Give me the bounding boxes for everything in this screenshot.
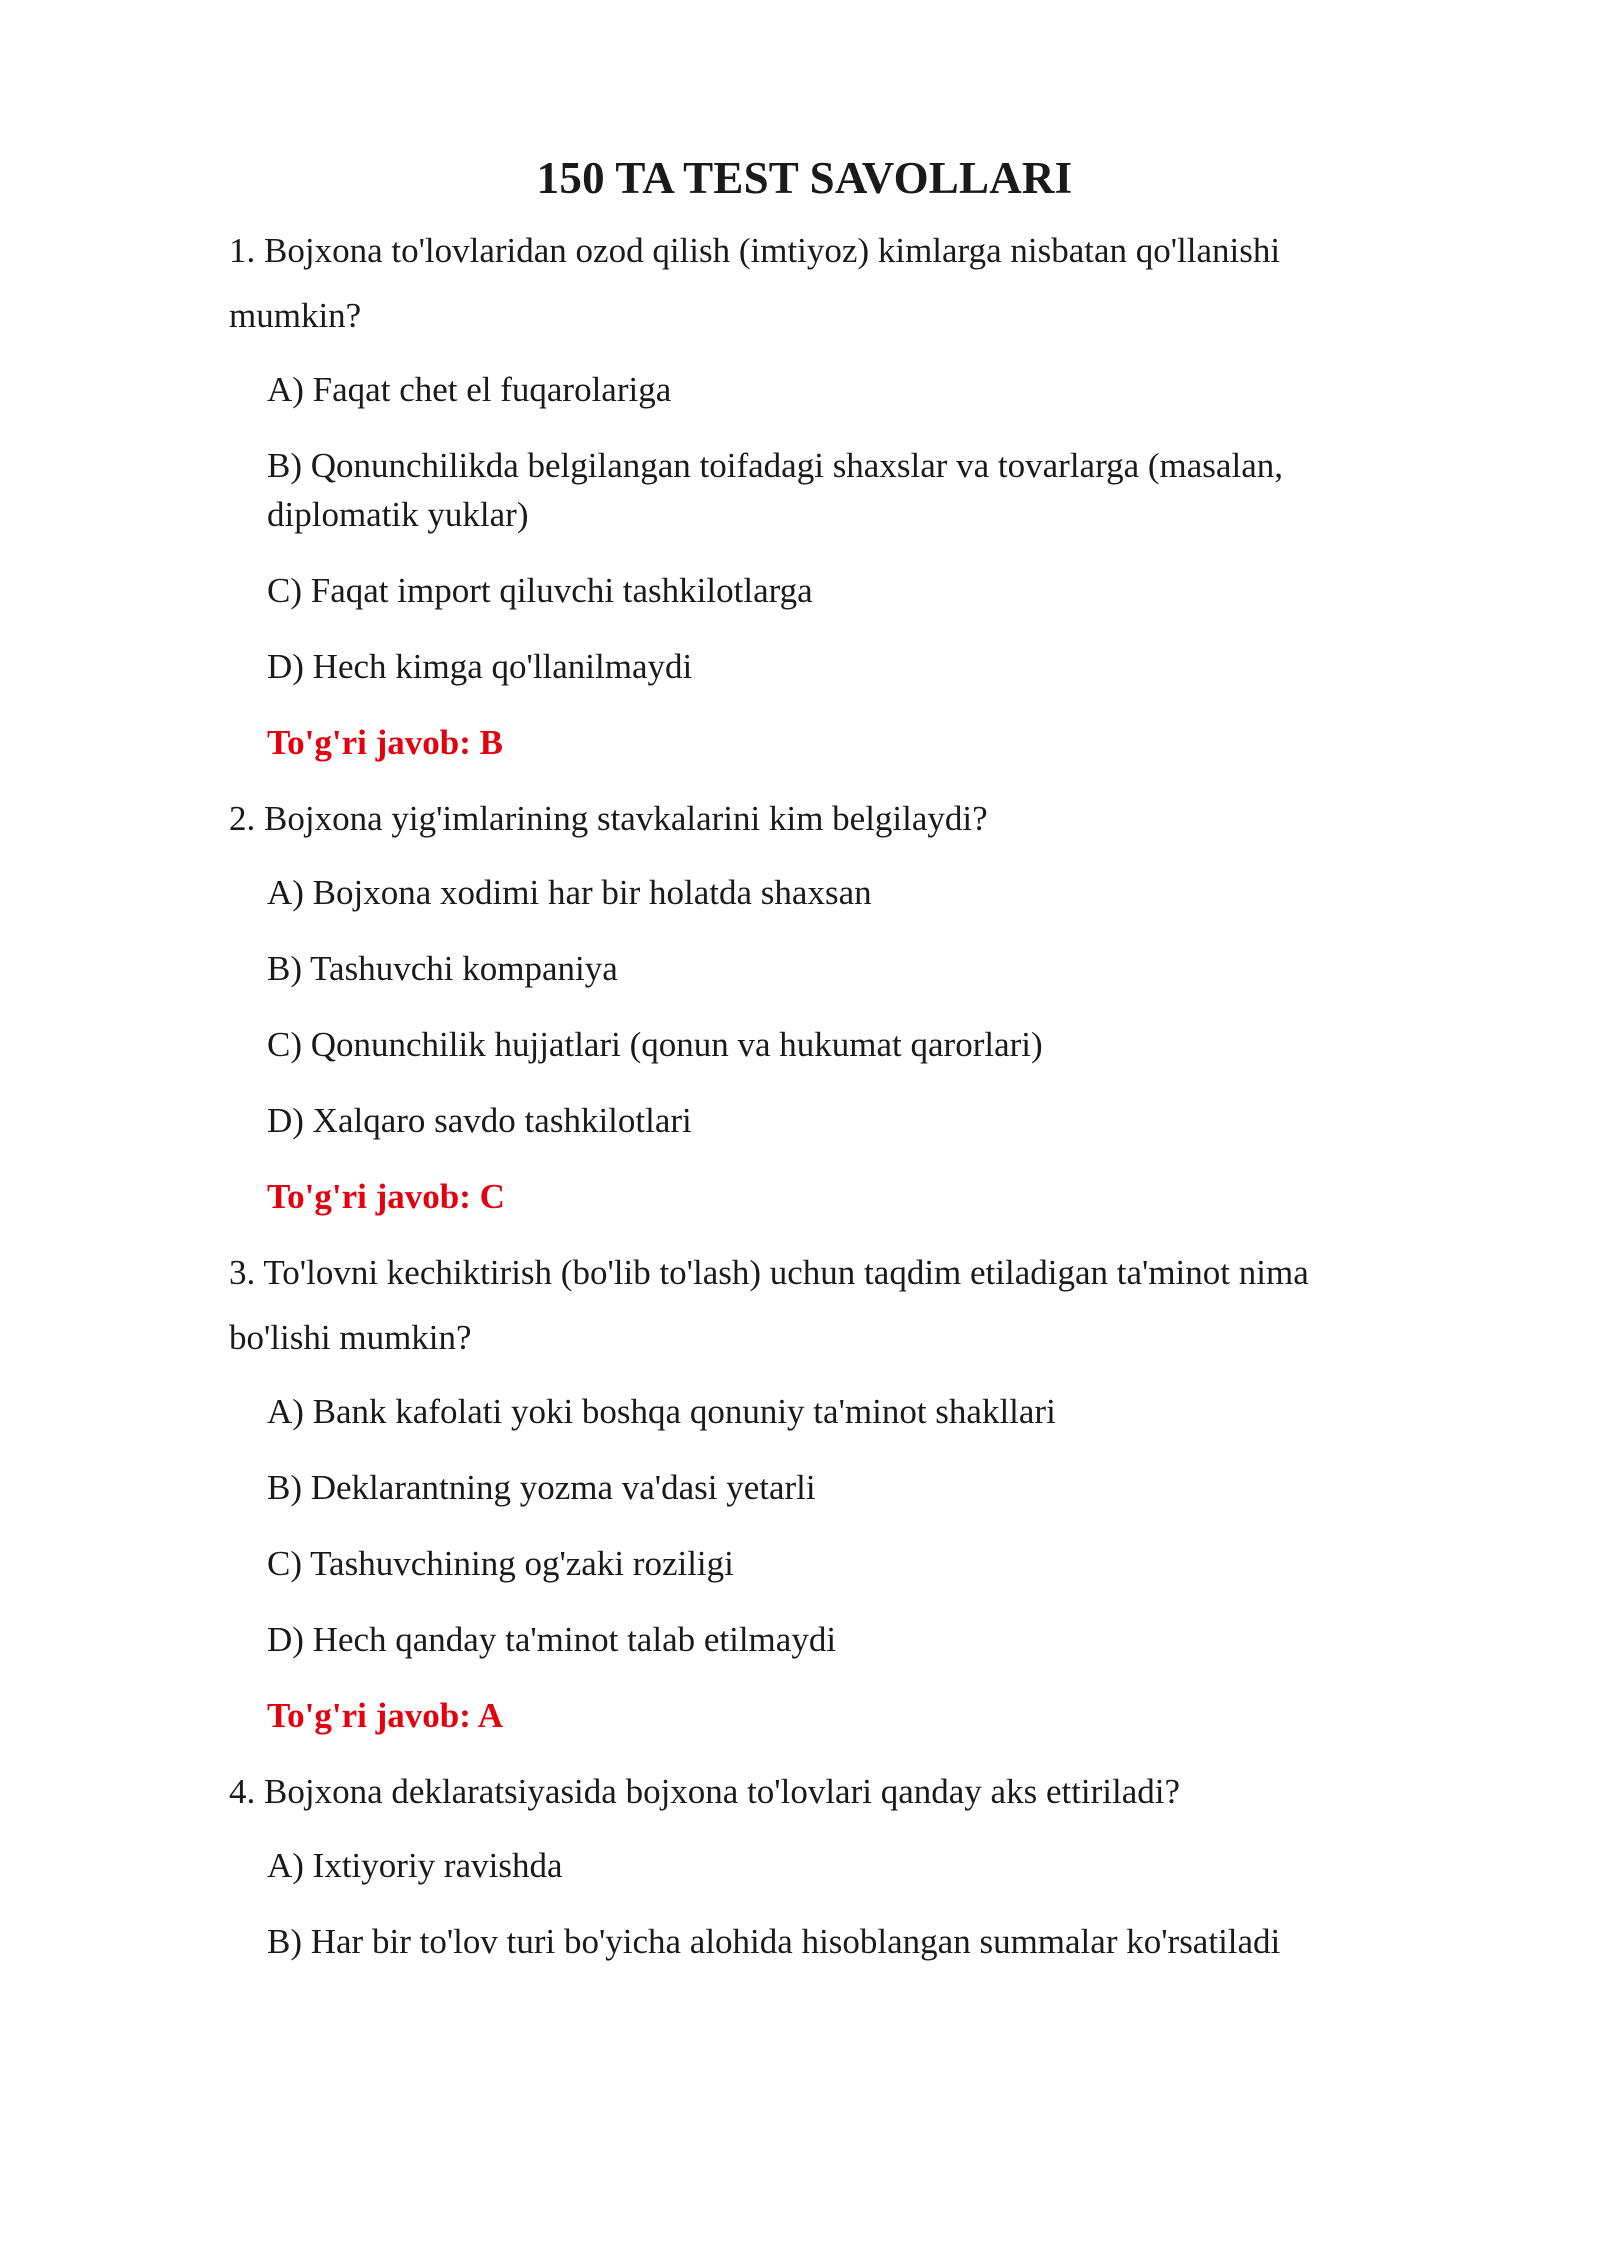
- correct-answer: [229, 718, 1380, 767]
- question-text: 1. Bojxona to'lovlaridan ozod qilish (imtiyoz) kimlarga nisbatan qo'llanishi mumkin?: [229, 231, 1281, 335]
- correct-answer: [229, 1172, 1380, 1221]
- question-3: [229, 1240, 1380, 1740]
- correct-answer: [229, 1691, 1380, 1740]
- option-c: C) Faqat import qiluvchi tashkilotlarga: [267, 571, 813, 610]
- answer-value: B: [479, 723, 503, 762]
- option-b: B) Deklarantning yozma va'dasi yetarli: [267, 1468, 816, 1507]
- option-list: [229, 1387, 1380, 1664]
- option-b: B) Qonunchilikda belgilangan toifadagi shaxslar va tovarlarga (masalan, diplomatik yuklar): [267, 446, 1283, 534]
- answer-value: C: [479, 1177, 505, 1216]
- question-2: [229, 786, 1380, 1221]
- option-a: A) Faqat chet el fuqarolariga: [267, 370, 672, 409]
- document-title: 150 TA TEST SAVOLLARI: [536, 153, 1073, 203]
- question-4: [229, 1759, 1380, 1966]
- option-list: [229, 365, 1380, 691]
- option-d: D) Hech qanday ta'minot talab etilmaydi: [267, 1620, 837, 1659]
- answer-value: A: [477, 1696, 503, 1735]
- option-a: A) Ixtiyoriy ravishda: [267, 1846, 563, 1885]
- answer-label: To'g'ri javob:: [267, 723, 471, 762]
- answer-label: To'g'ri javob:: [267, 1177, 471, 1216]
- option-d: D) Xalqaro savdo tashkilotlari: [267, 1101, 692, 1140]
- option-list: [229, 1841, 1380, 1966]
- option-a: A) Bojxona xodimi har bir holatda shaxsan: [267, 873, 872, 912]
- question-text: 2. Bojxona yig'imlarining stavkalarini kim belgilaydi?: [229, 799, 988, 838]
- option-c: C) Tashuvchining og'zaki roziligi: [267, 1544, 734, 1583]
- question-text: 3. To'lovni kechiktirish (bo'lib to'lash) uchun taqdim etiladigan ta'minot nima bo'lishi mumkin?: [229, 1253, 1309, 1357]
- option-list: [229, 868, 1380, 1145]
- answer-label: To'g'ri javob:: [267, 1696, 471, 1735]
- option-a: A) Bank kafolati yoki boshqa qonuniy ta'minot shakllari: [267, 1392, 1056, 1431]
- question-1: [229, 218, 1380, 767]
- option-b: B) Har bir to'lov turi bo'yicha alohida hisoblangan summalar ko'rsatiladi: [267, 1922, 1281, 1961]
- option-d: D) Hech kimga qo'llanilmaydi: [267, 647, 693, 686]
- option-c: C) Qonunchilik hujjatlari (qonun va hukumat qarorlari): [267, 1025, 1043, 1064]
- question-text: 4. Bojxona deklaratsiyasida bojxona to'lovlari qanday aks ettiriladi?: [229, 1772, 1181, 1811]
- option-b: B) Tashuvchi kompaniya: [267, 949, 618, 988]
